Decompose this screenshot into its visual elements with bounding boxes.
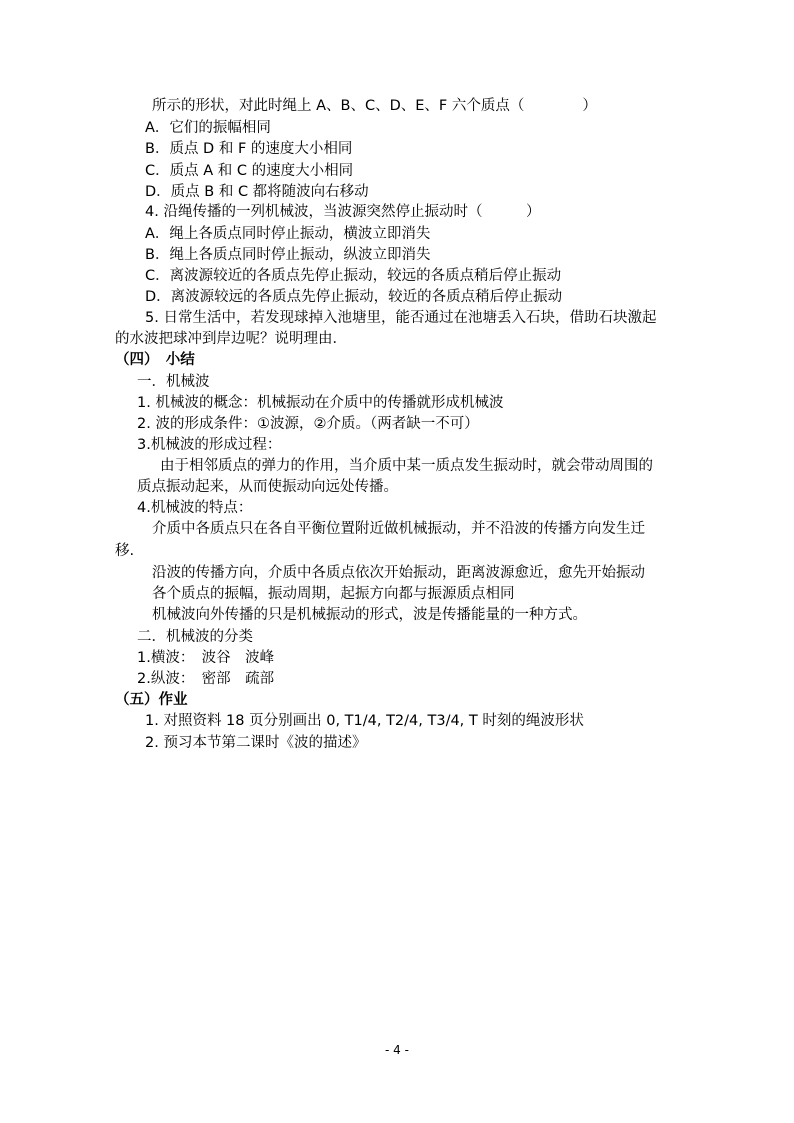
section-summary-heading: （四） 小结 [115,352,195,368]
page-number: - 4 - [385,1043,409,1057]
question-4-option-d: D．离波源较远的各质点先停止振动，较近的各质点稍后停止振动 [145,289,563,305]
summary-item-4-text-2: 沿波的传播方向，介质中各质点依次开始振动，距离波源愈近，愈先开始振动 [152,565,645,581]
section-homework-heading: （五）作业 [115,692,188,708]
question-4-option-a: A．绳上各质点同时停止振动，横波立即消失 [145,226,431,242]
summary-item-4-text-3: 各个质点的振幅，振动周期，起振方向都与振源质点相同 [152,586,515,602]
homework-item-1: 1. 对照资料 18 页分别画出 0, T1/4, T2/4, T3/4, T 时刻的绳波形状 [145,713,584,729]
summary-topic-1: 一．机械波 [137,374,210,390]
option-d: D．质点 B 和 C 都将随波向右移动 [145,184,369,200]
question-4: 4. 沿绳传播的一列机械波，当波源突然停止振动时（ ） [145,204,541,220]
option-a: A．它们的振幅相同 [145,120,271,136]
summary-longitudinal-wave: 2.纵波： 密部 疏部 [137,671,275,687]
question-5: 5. 日常生活中，若发现球掉入池塘里，能否通过在池塘丢入石块，借助石块激起 [145,310,657,326]
summary-item-3-text: 由于相邻质点的弹力的作用，当介质中某一质点发生振动时，就会带动周围的 [160,458,653,474]
summary-item-1: 1. 机械波的概念：机械振动在介质中的传播就形成机械波 [137,395,504,411]
summary-topic-2: 二．机械波的分类 [137,629,253,645]
option-b: B．质点 D 和 F 的速度大小相同 [145,141,353,157]
summary-item-4-text-1: 介质中各质点只在各自平衡位置附近做机械振动，并不沿波的传播方向发生迁 [152,521,645,537]
question-4-option-c: C．离波源较近的各质点先停止振动，较远的各质点稍后停止振动 [145,268,562,284]
homework-item-2: 2. 预习本节第二课时《波的描述》 [145,735,367,751]
summary-item-3-text-continued: 质点振动起来，从而使振动向远处传播。 [137,479,398,495]
summary-item-4-text-4: 机械波向外传播的只是机械振动的形式，波是传播能量的一种方式。 [152,607,587,623]
question-3-continued: 所示的形状，对此时绳上 A、B、C、D、E、F 六个质点（ ） [152,98,597,114]
question-4-option-b: B．绳上各质点同时停止振动，纵波立即消失 [145,247,431,263]
summary-transverse-wave: 1.横波： 波谷 波峰 [137,650,275,666]
summary-item-2: 2. 波的形成条件：①波源，②介质。（两者缺一不可） [137,416,479,432]
question-5-continued: 的水波把球冲到岸边呢？说明理由． [115,331,347,347]
option-c: C．质点 A 和 C 的速度大小相同 [145,163,354,179]
summary-item-4: 4.机械波的特点： [137,500,253,516]
summary-item-4-text-1-continued: 移. [115,543,135,559]
summary-item-3: 3.机械波的形成过程： [137,437,282,453]
